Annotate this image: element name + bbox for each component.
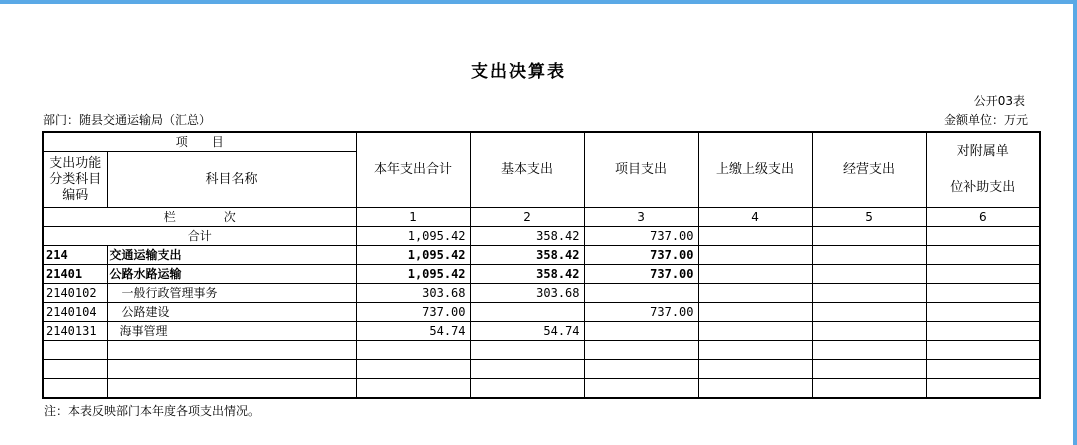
header-operation: 经营支出	[812, 132, 926, 208]
row-code: 2140104	[43, 303, 107, 322]
empty-cell	[926, 303, 1040, 322]
header-subject-name: 科目名称	[107, 152, 356, 208]
empty-row	[43, 360, 1040, 379]
empty-row	[43, 341, 1040, 360]
row-code: 214	[43, 246, 107, 265]
page-title: 支出决算表	[471, 62, 566, 82]
row-code: 2140131	[43, 322, 107, 341]
empty-cell	[926, 322, 1040, 341]
row-total: 54.74	[356, 322, 470, 341]
empty-cell	[698, 227, 812, 246]
header-row-1	[43, 132, 1040, 152]
empty-cell	[926, 284, 1040, 303]
header-func-code: 支出功能分类科目编码	[43, 152, 107, 208]
department-label: 部门：随县交通运输局（汇总）	[43, 113, 212, 127]
row-total: 303.68	[356, 284, 470, 303]
col-num-5: 5	[812, 208, 926, 227]
row-total: 1,095.42	[356, 265, 470, 284]
row-project	[584, 284, 698, 303]
unit-label: 金额单位：万元	[943, 113, 1028, 127]
row-code: 2140102	[43, 284, 107, 303]
empty-cell	[812, 246, 926, 265]
row-basic: 54.74	[470, 322, 584, 341]
total-project: 737.00	[584, 227, 698, 246]
column-row-label: 栏 次	[43, 208, 356, 227]
header-basic: 基本支出	[470, 132, 584, 208]
col-num-1: 1	[356, 208, 470, 227]
table-row	[43, 303, 1040, 322]
row-basic: 358.42	[470, 246, 584, 265]
column-number-row	[43, 208, 1040, 227]
row-basic: 358.42	[470, 265, 584, 284]
row-basic: 303.68	[470, 284, 584, 303]
empty-cell	[698, 246, 812, 265]
table-row	[43, 246, 1040, 265]
table-row	[43, 284, 1040, 303]
row-name: 交通运输支出	[107, 246, 356, 265]
header-project: 项目支出	[584, 132, 698, 208]
row-total: 1,095.42	[356, 246, 470, 265]
empty-row	[43, 379, 1040, 399]
header-total: 本年支出合计	[356, 132, 470, 208]
row-basic	[470, 303, 584, 322]
total-basic: 358.42	[470, 227, 584, 246]
total-row	[43, 227, 1040, 246]
col-num-2: 2	[470, 208, 584, 227]
header-subsidy-line2: 位补助支出	[950, 180, 1016, 195]
row-total: 737.00	[356, 303, 470, 322]
total-label: 合计	[43, 227, 356, 246]
col-num-4: 4	[698, 208, 812, 227]
empty-cell	[812, 265, 926, 284]
row-project: 737.00	[584, 265, 698, 284]
header-item: 项 目	[43, 132, 356, 152]
table-row	[43, 322, 1040, 341]
empty-cell	[926, 265, 1040, 284]
expenditure-table	[42, 131, 1041, 399]
empty-cell	[812, 284, 926, 303]
row-project	[584, 322, 698, 341]
row-name: 公路水路运输	[107, 265, 356, 284]
empty-cell	[926, 246, 1040, 265]
empty-cell	[698, 322, 812, 341]
window-right-border	[1073, 0, 1077, 445]
footnote: 注：本表反映部门本年度各项支出情况。	[44, 404, 261, 418]
row-name: 公路建设	[107, 303, 356, 322]
window-top-border	[0, 0, 1077, 4]
empty-cell	[926, 227, 1040, 246]
header-subsidy-line1: 对附属单	[956, 144, 1009, 159]
row-name: 海事管理	[107, 322, 356, 341]
empty-cell	[698, 284, 812, 303]
empty-cell	[812, 322, 926, 341]
table-row	[43, 265, 1040, 284]
header-upper: 上缴上级支出	[698, 132, 812, 208]
row-project: 737.00	[584, 246, 698, 265]
empty-cell	[698, 265, 812, 284]
form-number: 公开03表	[973, 94, 1025, 108]
row-code: 21401	[43, 265, 107, 284]
empty-cell	[698, 303, 812, 322]
col-num-3: 3	[584, 208, 698, 227]
total-amount: 1,095.42	[356, 227, 470, 246]
header-subsidy	[926, 132, 1040, 208]
empty-cell	[812, 303, 926, 322]
empty-cell	[812, 227, 926, 246]
row-project: 737.00	[584, 303, 698, 322]
col-num-6: 6	[926, 208, 1040, 227]
row-name: 一般行政管理事务	[107, 284, 356, 303]
